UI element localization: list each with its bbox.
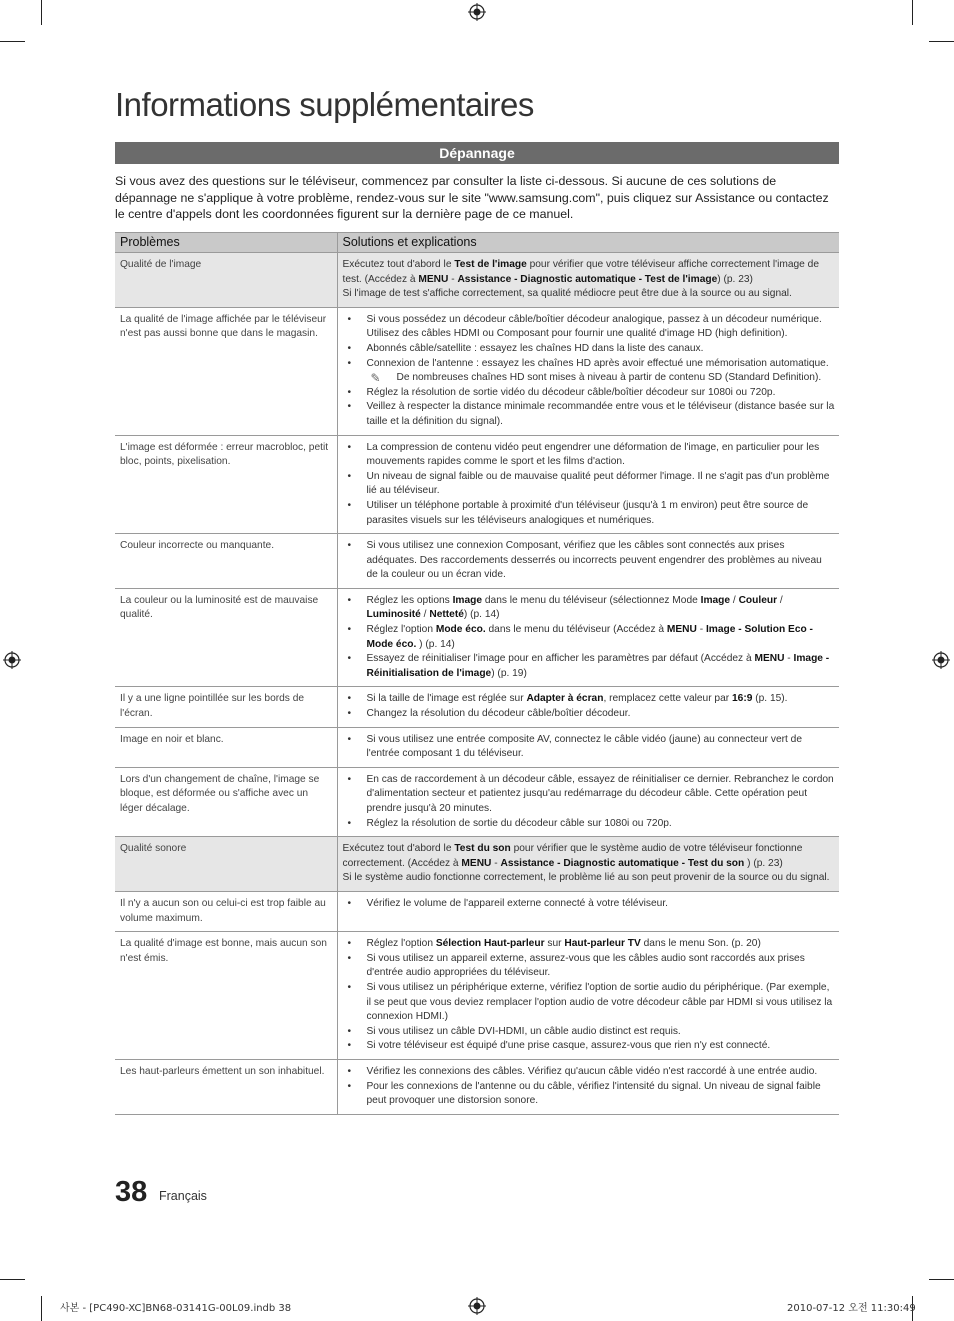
crop-mark xyxy=(41,1296,42,1321)
menu-term: 16:9 xyxy=(732,693,753,705)
solution-text: Exécutez tout d'abord le xyxy=(342,843,455,855)
problem-cell: Lors d'un changement de chaîne, l'image se bloque, est déformée ou s'affiche avec un léger décalage. xyxy=(115,767,337,836)
table-row xyxy=(115,687,839,727)
solution-cell xyxy=(337,891,839,931)
solution-text: - xyxy=(784,653,794,665)
solution-text: dans le menu du téléviseur (Accédez à xyxy=(485,624,667,636)
menu-term: MENU xyxy=(754,653,785,665)
solution-text: - xyxy=(448,273,458,285)
registration-mark-icon xyxy=(3,651,21,669)
list-item: • Réglez la résolution de sortie du décodeur câble sur 1080i ou 720p. xyxy=(343,817,836,832)
solution-cell xyxy=(337,837,839,892)
page-number: 38 xyxy=(115,1176,148,1208)
solution-cell xyxy=(337,932,839,1060)
table-row xyxy=(115,767,839,836)
problem-cell: L'image est déformée : erreur macrobloc, petit bloc, points, pixelisation. xyxy=(115,435,337,534)
problem-cell: Qualité de l'image xyxy=(115,253,337,308)
list-item: • Utiliser un téléphone portable à proximité d'un téléviseur (jusqu'à 1 m environ) peut être source de parasites visuels sur les téléviseurs analogiques et numériques. xyxy=(343,499,836,528)
list-item: • Changez la résolution du décodeur câble/boîtier décodeur. xyxy=(343,707,836,722)
list-item xyxy=(343,937,836,952)
crop-mark xyxy=(41,0,42,25)
menu-term: Luminosité xyxy=(366,609,421,621)
problem-cell: Image en noir et blanc. xyxy=(115,727,337,767)
menu-term: Image xyxy=(700,594,731,606)
page-title: Informations supplémentaires xyxy=(115,86,534,123)
solution-cell xyxy=(337,534,839,589)
menu-term: Haut-parleur TV xyxy=(564,938,641,950)
table-row xyxy=(115,727,839,767)
intro-paragraph: Si vous avez des questions sur le téléviseur, commencez par consulter la liste ci-dessous. Si aucune de ces solutions de dépannage ne s'applique à votre problème, rendez-vous sur le site "www.samsung.com", puis cliquez sur Assistance ou contactez le centre d'appels dont les coordonnées figurent sur la dernière page de ce manuel. xyxy=(115,174,829,221)
solution-cell xyxy=(337,1059,839,1114)
solution-text: , remplacez cette valeur par xyxy=(603,693,732,705)
table-row xyxy=(115,253,839,308)
note-text: De nombreuses chaînes HD sont mises à niveau à partir de contenu SD (Standard Definition). xyxy=(396,372,822,384)
solution-text: - xyxy=(491,857,501,869)
solution-text: Essayez de réinitialiser l'image pour en afficher les paramètres par défaut (Accédez à xyxy=(366,653,755,665)
problem-cell: La couleur ou la luminosité est de mauvaise qualité. xyxy=(115,588,337,687)
section-title: Dépannage xyxy=(115,142,839,164)
table-header xyxy=(115,233,839,253)
menu-term: Image - Solution Eco - Mode éco. xyxy=(366,624,813,650)
solution-text: ) (p. 23) xyxy=(744,857,783,869)
print-slug-date: 2010-07-12 오전 11:30:49 xyxy=(787,1303,916,1314)
problem-cell: Il n'y a aucun son ou celui-ci est trop faible au volume maximum. xyxy=(115,891,337,931)
menu-term: Assistance - Diagnostic automatique - Test du son xyxy=(500,857,745,869)
solution-text: Réglez l'option xyxy=(366,624,436,636)
menu-term: Test du son xyxy=(454,843,511,855)
problem-cell: La qualité de l'image affichée par le téléviseur n'est pas aussi bonne que dans le magasin. xyxy=(115,307,337,435)
crop-mark xyxy=(929,41,954,42)
list-item: • Si vous utilisez une connexion Composant, vérifiez que les câbles sont connectés aux prises adéquates. Des raccordements desserrés ou incorrects peuvent engendrer des problèmes au niveau de la couleur ou un écran vide. xyxy=(343,539,836,583)
solution-text: / xyxy=(777,594,783,606)
solution-text: dans le menu Son. (p. 20) xyxy=(640,938,761,950)
list-item xyxy=(343,594,836,623)
troubleshooting-table xyxy=(115,232,839,1115)
solution-text: / xyxy=(420,609,430,621)
table-row xyxy=(115,307,839,435)
registration-mark-icon xyxy=(468,1297,486,1315)
list-item xyxy=(343,623,836,652)
solution-text: dans le menu du téléviseur (sélectionnez Mode xyxy=(482,594,701,606)
menu-term: Sélection Haut-parleur xyxy=(435,938,545,950)
solution-text: ) (p. 23) xyxy=(717,273,753,285)
crop-mark xyxy=(912,0,913,25)
problem-cell: Couleur incorrecte ou manquante. xyxy=(115,534,337,589)
solution-text: Réglez les options xyxy=(366,594,453,606)
list-item xyxy=(343,692,836,707)
table-row xyxy=(115,932,839,1060)
solution-cell xyxy=(337,727,839,767)
solution-text: Si le système audio fonctionne correctement, le problème lié au son peut provenir de la source ou du signal. xyxy=(342,872,830,884)
table-row xyxy=(115,435,839,534)
menu-term: MENU xyxy=(418,273,449,285)
table-row xyxy=(115,588,839,687)
table-row xyxy=(115,1059,839,1114)
solution-text: pour vérifier que le système audio de votre téléviseur fonctionne correctement. (Accédez à xyxy=(342,843,803,869)
solution-text: Réglez l'option xyxy=(366,938,436,950)
menu-term: Image - Réinitialisation de l'image xyxy=(366,653,830,679)
solution-cell xyxy=(337,253,839,308)
menu-term: MENU xyxy=(461,857,492,869)
solution-cell xyxy=(337,435,839,534)
problem-cell: Il y a une ligne pointillée sur les bords de l'écran. xyxy=(115,687,337,727)
crop-mark xyxy=(0,41,25,42)
list-item: • Un niveau de signal faible ou de mauvaise qualité peut déformer l'image. Il ne s'agit pas d'un problème lié au téléviseur. xyxy=(343,470,836,499)
solution-text: ) (p. 14) xyxy=(463,609,500,621)
menu-term: Image xyxy=(452,594,483,606)
solution-text: Si l'image de test s'affiche correctement, sa qualité médiocre peut être due à la source ou au signal. xyxy=(342,288,792,300)
problem-cell: La qualité d'image est bonne, mais aucun son n'est émis. xyxy=(115,932,337,1060)
note-pencil-icon: ✎ xyxy=(370,371,381,386)
problem-cell: Qualité sonore xyxy=(115,837,337,892)
note-item xyxy=(343,371,836,386)
list-item: • Connexion de l'antenne : essayez les chaînes HD après avoir effectué une mémorisation automatique. xyxy=(343,357,836,372)
problem-cell: Les haut-parleurs émettent un son inhabituel. xyxy=(115,1059,337,1114)
solution-cell xyxy=(337,687,839,727)
list-item: • Veillez à respecter la distance minimale recommandée entre vous et le téléviseur (distance basée sur la taille et la définition du signal). xyxy=(343,400,836,429)
table-row xyxy=(115,891,839,931)
list-item: • Si vous utilisez un périphérique externe, vérifiez l'option de sortie audio du périphérique. (Par exemple, il se peut que vous deviez remplacer l'option audio de votre décodeur câble par HDMI si vous utilisez la connexion HDMI.) xyxy=(343,981,836,1025)
column-header-solutions: Solutions et explications xyxy=(337,233,839,253)
table-row xyxy=(115,837,839,892)
list-item xyxy=(343,652,836,681)
solution-text: Si la taille de l'image est réglée sur xyxy=(366,693,527,705)
list-item: • Vérifiez les connexions des câbles. Vérifiez qu'aucun câble vidéo n'est raccordé à une entrée audio. xyxy=(343,1065,836,1080)
solution-text: ) (p. 14) xyxy=(416,638,455,650)
solution-text: sur xyxy=(544,938,565,950)
menu-term: Assistance - Diagnostic automatique - Test de l'image xyxy=(457,273,718,285)
crop-mark xyxy=(0,1279,25,1280)
menu-term: Couleur xyxy=(738,594,778,606)
list-item: • Si votre téléviseur est équipé d'une prise casque, assurez-vous que rien n'y est connecté. xyxy=(343,1039,836,1054)
list-item: • Si vous utilisez un câble DVI-HDMI, un câble audio distinct est requis. xyxy=(343,1025,836,1040)
registration-mark-icon xyxy=(932,651,950,669)
list-item: • Si vous utilisez une entrée composite AV, connectez le câble vidéo (jaune) au connecteur vert de l'entrée composant 1 du téléviseur. xyxy=(343,733,836,762)
list-item: • Si vous utilisez un appareil externe, assurez-vous que les câbles audio sont raccordés aux prises d'entrée audio appropriées du téléviseur. xyxy=(343,952,836,981)
list-item: • En cas de raccordement à un décodeur câble, essayez de réinitialiser ce dernier. Rebranchez le cordon d'alimentation secteur et patientez jusqu'au redémarrage du décodeur câble. Cette opération peut prendre jusqu'à 20 minutes. xyxy=(343,773,836,817)
page-language: Français xyxy=(159,1189,207,1203)
registration-mark-icon xyxy=(468,3,486,21)
list-item: • Si vous possédez un décodeur câble/boîtier décodeur analogique, passez à un décodeur numérique. Utilisez des câbles HDMI ou Composant pour fournir une qualité d'image HD (high definition). xyxy=(343,313,836,342)
print-slug-file: 사본 - [PC490-XC]BN68-03141G-00L09.indb 38 xyxy=(60,1303,292,1314)
column-header-problems: Problèmes xyxy=(115,233,337,253)
menu-term: Netteté xyxy=(429,609,464,621)
solution-text: - xyxy=(696,624,706,636)
solution-cell xyxy=(337,588,839,687)
solution-cell xyxy=(337,307,839,435)
table-row xyxy=(115,534,839,589)
menu-term: MENU xyxy=(666,624,697,636)
solution-text: Exécutez tout d'abord le xyxy=(342,259,455,270)
solution-text: ) (p. 19) xyxy=(491,667,527,679)
menu-term: Mode éco. xyxy=(435,624,486,636)
solution-text: / xyxy=(730,594,739,606)
solution-text: pour vérifier que votre téléviseur affiche correctement l'image de test. (Accédez à xyxy=(342,259,820,285)
list-item: • Pour les connexions de l'antenne ou du câble, vérifiez l'intensité du signal. Un niveau de signal faible peut provoquer une distorsion sonore. xyxy=(343,1080,836,1109)
list-item: • Vérifiez le volume de l'appareil externe connecté à votre téléviseur. xyxy=(343,897,836,912)
list-item: • La compression de contenu vidéo peut engendrer une déformation de l'image, en particulier pour les mouvements rapides comme le sport et les films d'action. xyxy=(343,441,836,470)
menu-term: Adapter à écran xyxy=(526,693,604,705)
list-item: • Abonnés câble/satellite : essayez les chaînes HD dans la liste des canaux. xyxy=(343,342,836,357)
list-item: • Réglez la résolution de sortie vidéo du décodeur câble/boîtier décodeur sur 1080i ou 720p. xyxy=(343,386,836,401)
solution-text: (p. 15). xyxy=(752,693,788,705)
crop-mark xyxy=(929,1279,954,1280)
solution-cell xyxy=(337,767,839,836)
menu-term: Test de l'image xyxy=(454,259,527,270)
